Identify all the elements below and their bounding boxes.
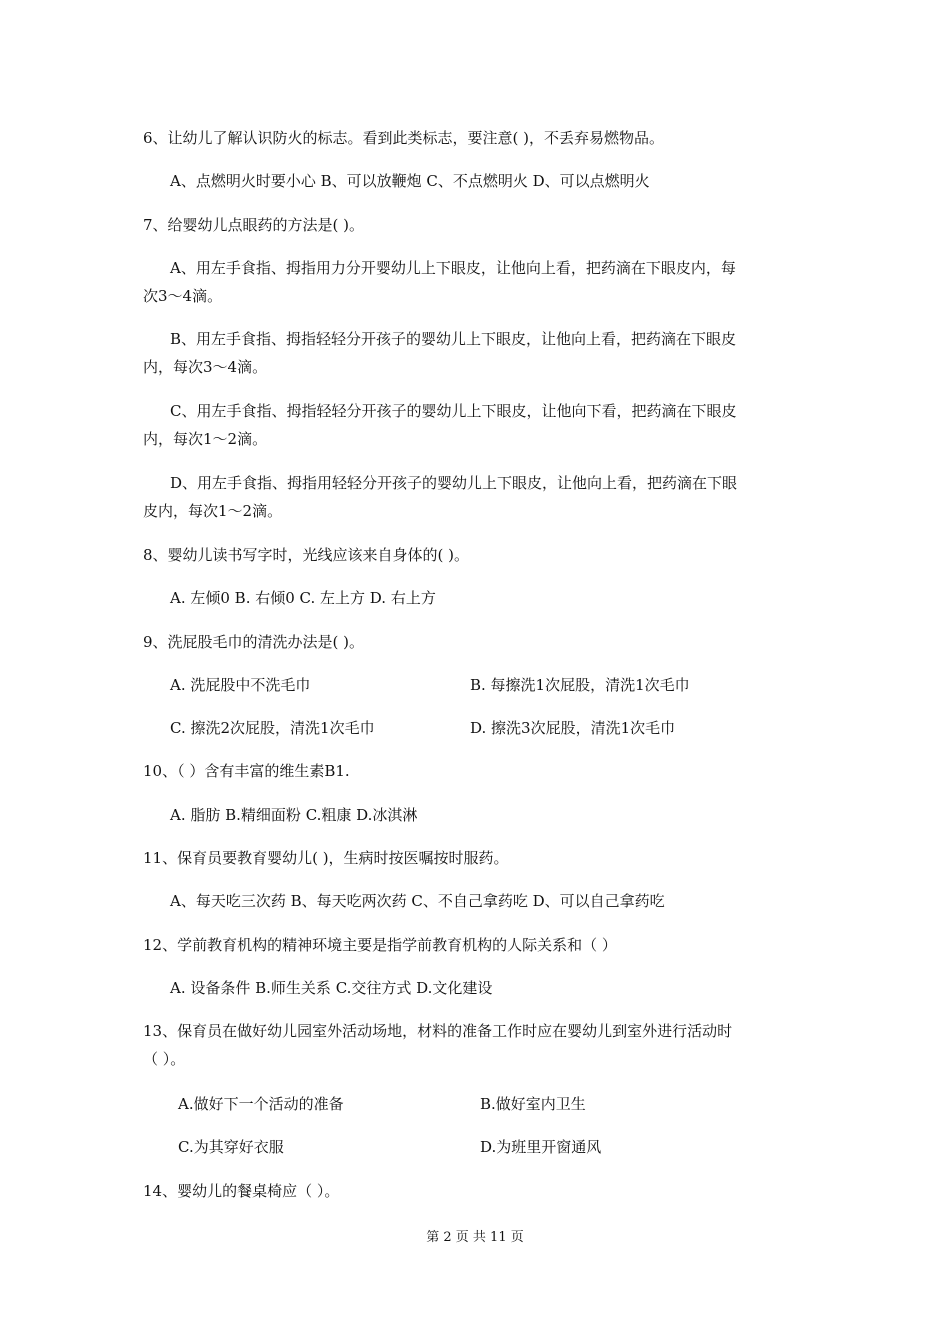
- question-9-option-a: A. 洗屁股中不洗毛巾: [170, 676, 311, 694]
- question-7-option-b: B、用左手食指、拇指轻轻分开孩子的婴幼儿上下眼皮，让他向上看，把药滴在下眼皮: [170, 330, 737, 348]
- question-6-stem: 6、让幼儿了解认识防火的标志。看到此类标志，要注意( )，不丢弃易燃物品。: [143, 129, 665, 147]
- question-7-option-c: C、用左手食指、拇指轻轻分开孩子的婴幼儿上下眼皮，让他向下看，把药滴在下眼皮: [170, 402, 737, 420]
- question-9-option-d: D. 擦洗3次屁股，清洗1次毛巾: [470, 719, 676, 737]
- question-13-stem: 13、保育员在做好幼儿园室外活动场地，材料的准备工作时应在婴幼儿到室外进行活动时: [143, 1022, 733, 1040]
- question-13-option-a: A.做好下一个活动的准备: [178, 1095, 344, 1113]
- question-8-options: A. 左倾0 B. 右倾0 C. 左上方 D. 右上方: [170, 589, 436, 607]
- question-13-option-c: C.为其穿好衣服: [178, 1138, 284, 1156]
- question-13-option-b: B.做好室内卫生: [480, 1095, 586, 1113]
- page-footer: 第 2 页 共 11 页: [426, 1230, 524, 1245]
- question-12-stem: 12、学前教育机构的精神环境主要是指学前教育机构的人际关系和（ ）: [143, 936, 617, 954]
- question-9-stem: 9、洗屁股毛巾的清洗办法是( )。: [143, 633, 365, 651]
- question-11-stem: 11、保育员要教育婴幼儿( )，生病时按医嘱按时服药。: [143, 849, 509, 867]
- question-7-option-a: A、用左手食指、拇指用力分开婴幼儿上下眼皮，让他向上看，把药滴在下眼皮内，每: [170, 259, 736, 277]
- question-7-option-d: D、用左手食指、拇指用轻轻分开孩子的婴幼儿上下眼皮，让他向上看，把药滴在下眼: [170, 474, 738, 492]
- question-12-options: A. 设备条件 B.师生关系 C.交往方式 D.文化建设: [170, 979, 493, 997]
- question-7-option-b-cont: 内，每次3～4滴。: [143, 358, 268, 376]
- question-9-option-c: C. 擦洗2次屁股，清洗1次毛巾: [170, 719, 375, 737]
- question-11-options: A、每天吃三次药 B、每天吃两次药 C、不自己拿药吃 D、可以自己拿药吃: [170, 892, 665, 910]
- question-13-stem-cont: （ ）。: [143, 1050, 186, 1068]
- question-10-stem: 10、（ ）含有丰富的维生素B1.: [143, 762, 350, 780]
- question-14-stem: 14、婴幼儿的餐桌椅应（ ）。: [143, 1182, 340, 1200]
- question-10-options: A. 脂肪 B.精细面粉 C.粗康 D.冰淇淋: [170, 806, 418, 824]
- question-7-option-d-cont: 皮内，每次1～2滴。: [143, 502, 283, 520]
- question-7-stem: 7、给婴幼儿点眼药的方法是( )。: [143, 216, 365, 234]
- question-9-option-b: B. 每擦洗1次屁股，清洗1次毛巾: [470, 676, 690, 694]
- question-7-option-a-cont: 次3～4滴。: [143, 287, 223, 305]
- question-13-option-d: D.为班里开窗通风: [480, 1138, 602, 1156]
- question-7-option-c-cont: 内，每次1～2滴。: [143, 430, 268, 448]
- question-6-options: A、点燃明火时要小心 B、可以放鞭炮 C、不点燃明火 D、可以点燃明火: [170, 172, 650, 190]
- question-8-stem: 8、婴幼儿读书写字时，光线应该来自身体的( )。: [143, 546, 470, 564]
